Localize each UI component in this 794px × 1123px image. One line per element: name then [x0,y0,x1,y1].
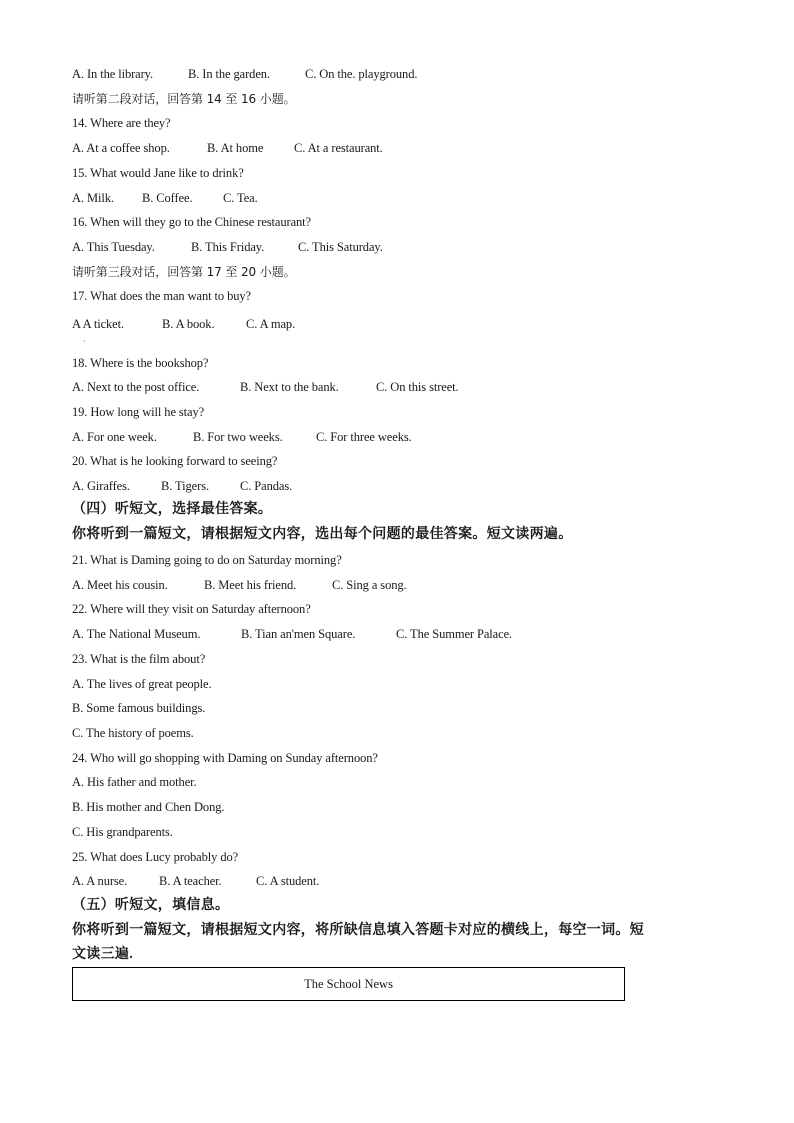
answer-option: B. This Friday. [191,240,265,254]
answer-option: B. A teacher. [159,874,222,888]
question-line: 20. What is he looking forward to seeing? [72,454,278,468]
answer-option: A. Meet his cousin. [72,578,168,592]
answer-option: B. Next to the bank. [240,380,339,394]
question-line: 18. Where is the bookshop? [72,356,209,370]
section-heading: 你将听到一篇短文，请根据短文内容，将所缺信息填入答题卡对应的横线上，每空一词。短 [72,923,644,938]
answer-option: A. For one week. [72,430,157,444]
question-line: A. The lives of great people. [72,677,212,691]
question-line: A. His father and mother. [72,775,197,789]
answer-option: C. At a restaurant. [294,141,383,155]
answer-option: C. A student. [256,874,320,888]
answer-option: C. On the. playground. [305,67,418,81]
question-line: C. His grandparents. [72,825,173,839]
school-news-box [72,967,625,1001]
answer-option: B. A book. [162,317,215,331]
instruction-line: 请听第二段对话，回答第 14 至 16 小题。 [72,92,296,106]
section-heading: 文读三遍. [72,947,133,962]
question-line: 25. What does Lucy probably do? [72,850,239,864]
answer-option: A A ticket. [72,317,125,331]
question-line: 19. How long will he stay? [72,405,205,419]
question-line: 24. Who will go shopping with Daming on Sunday afternoon? [72,751,378,765]
answer-option: C. On this street. [376,380,459,394]
answer-option: C. This Saturday. [298,240,383,254]
answer-option: B. Coffee. [142,191,193,205]
question-line: 16. When will they go to the Chinese restaurant? [72,215,312,229]
answer-option: A. The National Museum. [72,627,201,641]
answer-option: C. A map. [246,317,296,331]
answer-option: A. Giraffes. [72,479,130,493]
answer-option: C. Sing a song. [332,578,407,592]
question-line: B. His mother and Chen Dong. [72,800,225,814]
question-line: 14. Where are they? [72,116,171,130]
question-line: 22. Where will they visit on Saturday afternoon? [72,602,311,616]
question-line: C. The history of poems. [72,726,194,740]
question-line: 21. What is Daming going to do on Saturday morning? [72,553,342,567]
answer-option: C. The Summer Palace. [396,627,513,641]
question-line: B. Some famous buildings. [72,701,206,715]
box-title: The School News [304,976,393,991]
answer-option: B. For two weeks. [193,430,283,444]
question-line: 23. What is the film about? [72,652,206,666]
answer-option: B. In the garden. [188,67,270,81]
answer-option: B. Meet his friend. [204,578,297,592]
answer-option: C. Pandas. [240,479,293,493]
answer-option: A. A nurse. [72,874,128,888]
answer-option: A. Milk. [72,191,114,205]
answer-option: A. In the library. [72,67,154,81]
instruction-line: 请听第三段对话，回答第 17 至 20 小题。 [72,265,296,279]
section-heading: （四）听短文，选择最佳答案。 [72,502,273,517]
answer-option: C. Tea. [223,191,258,205]
question-line: 15. What would Jane like to drink? [72,166,244,180]
section-heading: 你将听到一篇短文，请根据短文内容，选出每个问题的最佳答案。短文读两遍。 [72,527,573,542]
answer-option: C. For three weeks. [316,430,412,444]
question-line: 17. What does the man want to buy? [72,289,251,303]
section-heading: （五）听短文，填信息。 [72,898,230,913]
answer-option: B. At home [207,141,264,155]
answer-option: B. Tian an'men Square. [241,627,356,641]
answer-option: B. Tigers. [161,479,209,493]
answer-option: A. At a coffee shop. [72,141,170,155]
answer-option: A. Next to the post office. [72,380,200,394]
answer-option: A. This Tuesday. [72,240,155,254]
stray-dot-mark: · [83,337,86,346]
